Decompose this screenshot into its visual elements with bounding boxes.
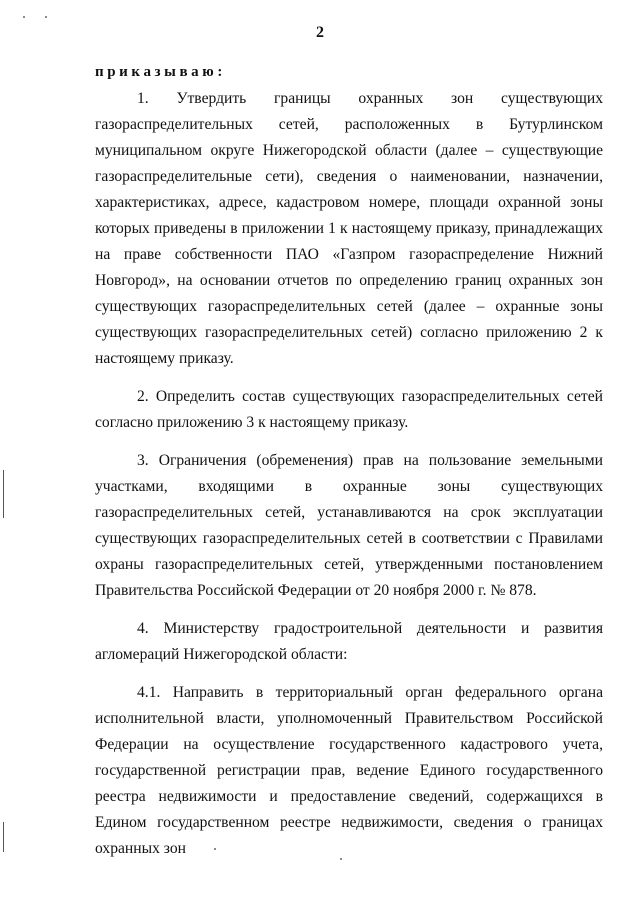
page-number: 2 [316, 24, 324, 41]
paragraph-4-1: 4.1. Направить в территориальный орган федерального органа исполнительной власти, уполномоченный Правительством Российской Федерации на осуществление государственного кадастрового учета, государственной регистрации прав, ведение Единого государственного реестра недвижимости и предоставление сведений, содержащихся в Едином государственном реестре недвижимости, сведения о границах охранных зон [95, 684, 603, 857]
scan-dot [214, 848, 216, 850]
paragraph-2: 2. Определить состав существующих газораспределительных сетей согласно приложению 3 к настоящему приказу. [95, 388, 603, 431]
scan-dot [45, 16, 47, 18]
scan-dot [340, 858, 342, 860]
scan-edge-mark-bottom [3, 822, 4, 852]
order-heading: приказываю: [95, 64, 226, 80]
document-body [95, 86, 603, 862]
scan-dot [23, 16, 25, 18]
paragraph-4: 4. Министерству градостроительной деятельности и развития агломераций Нижегородской области: [95, 620, 603, 663]
paragraph-1: 1. Утвердить границы охранных зон существующих газораспределительных сетей, расположенных в Бутурлинском муниципальном округе Нижегородской области (далее – существующие газораспределительные сети), сведения о наименовании, назначении, характеристиках, адресе, кадастровом номере, площади охранной зоны которых приведены в приложении 1 к настоящему приказу, принадлежащих на праве собственности ПАО «Газпром газораспределение Нижний Новгород», на основании отчетов по определению границ охранных зон существующих газораспределительных сетей (далее – охранные зоны существующих газораспределительных сетей) согласно приложению 2 к настоящему приказу. [95, 90, 603, 367]
paragraph-3: 3. Ограничения (обременения) прав на пользование земельными участками, входящими в охранные зоны существующих газораспределительных сетей, устанавливаются на срок эксплуатации существующих газораспределительных сетей в соответствии с Правилами охраны газораспределительных сетей, утвержденными постановлением Правительства Российской Федерации от 20 ноября 2000 г. № 878. [95, 452, 603, 599]
scan-edge-mark-top [3, 470, 4, 518]
